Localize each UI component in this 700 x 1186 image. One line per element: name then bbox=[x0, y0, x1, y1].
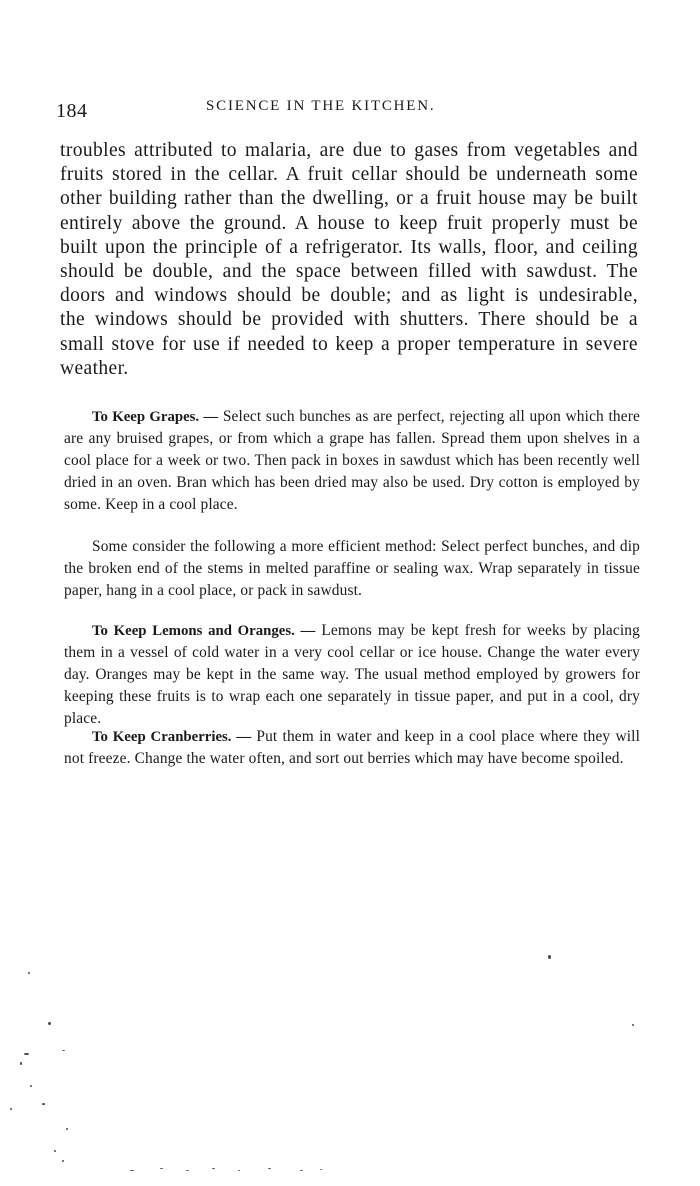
scan-speck bbox=[632, 1024, 634, 1026]
scan-speck bbox=[186, 1170, 189, 1171]
scan-speck bbox=[28, 972, 30, 974]
section-text: Put them in water and keep in a cool place where they will not freeze. Change the water often, and sort out berries which may have become spoiled. bbox=[64, 728, 640, 767]
section-keep-grapes bbox=[64, 406, 640, 516]
running-title: SCIENCE IN THE KITCHEN. bbox=[206, 98, 436, 114]
section-text: Select such bunches as are perfect, rejecting all upon which there are any bruised grapes, or from which a grape has fallen. Spread them upon shelves in a cool place for a week or two. Then pack in boxes in sawdust which has been recently well dried in an oven. Bran which has been dried may also be used. Dry cotton is employed by some. Keep in a cool place. bbox=[64, 408, 641, 513]
scan-speck bbox=[268, 1168, 271, 1169]
section-heading: To Keep Cranberries. — bbox=[92, 729, 252, 745]
section-text: Lemons may be kept fresh for weeks by placing them in a vessel of cold water in a very cool cellar or ice house. Change the water every day. Oranges may be kept in the same way. The usual method employed by growers for keeping these fruits is to wrap each one separately in tissue paper, and put in a cool, dry place. bbox=[64, 622, 640, 727]
scan-speck bbox=[130, 1170, 134, 1171]
scan-speck bbox=[10, 1108, 12, 1110]
section-heading: To Keep Lemons and Oranges. — bbox=[92, 623, 316, 639]
scan-speck bbox=[24, 1053, 29, 1055]
scan-speck bbox=[48, 1022, 51, 1025]
running-head bbox=[56, 94, 638, 120]
body-paragraph: troubles attributed to malaria, are due to gases from vegetables and fruits stored in the cellar. A fruit cellar should be underneath some other building rather than the dwelling, or a fruit house may be built entirely above the ground. A house to keep fruit properly must be built upon the principle of a refrigerator. Its walls, floor, and ceiling should be double, and the space between filled with sawdust. The doors and windows should be double; and as light is undesirable, the windows should be provided with shutters. There should be a small stove for use if needed to keep a proper temperature in severe weather. bbox=[60, 140, 638, 379]
scan-speck bbox=[548, 955, 551, 959]
section-grapes-alternative bbox=[64, 536, 640, 602]
scan-speck bbox=[238, 1170, 240, 1171]
scan-speck bbox=[66, 1128, 68, 1130]
scan-speck bbox=[20, 1062, 22, 1065]
scan-speck bbox=[160, 1168, 163, 1169]
section-text: Some consider the following a more efficient method: Select perfect bunches, and dip the broken end of the stems in melted paraffine or sealing wax. Wrap separately in tissue paper, hang in a cool place, or pack in sawdust. bbox=[64, 538, 640, 599]
section-keep-cranberries bbox=[64, 726, 640, 770]
scan-speck bbox=[62, 1050, 65, 1051]
scan-speck bbox=[30, 1085, 32, 1087]
scan-speck bbox=[212, 1168, 215, 1169]
scan-speck bbox=[320, 1169, 322, 1170]
section-keep-lemons-oranges bbox=[64, 620, 640, 730]
scan-speck bbox=[62, 1160, 64, 1162]
section-heading: To Keep Grapes. — bbox=[92, 409, 219, 425]
page-number: 184 bbox=[56, 100, 88, 122]
scan-speck bbox=[54, 1150, 56, 1152]
scan-speck bbox=[300, 1170, 303, 1171]
scan-speck bbox=[42, 1103, 45, 1105]
